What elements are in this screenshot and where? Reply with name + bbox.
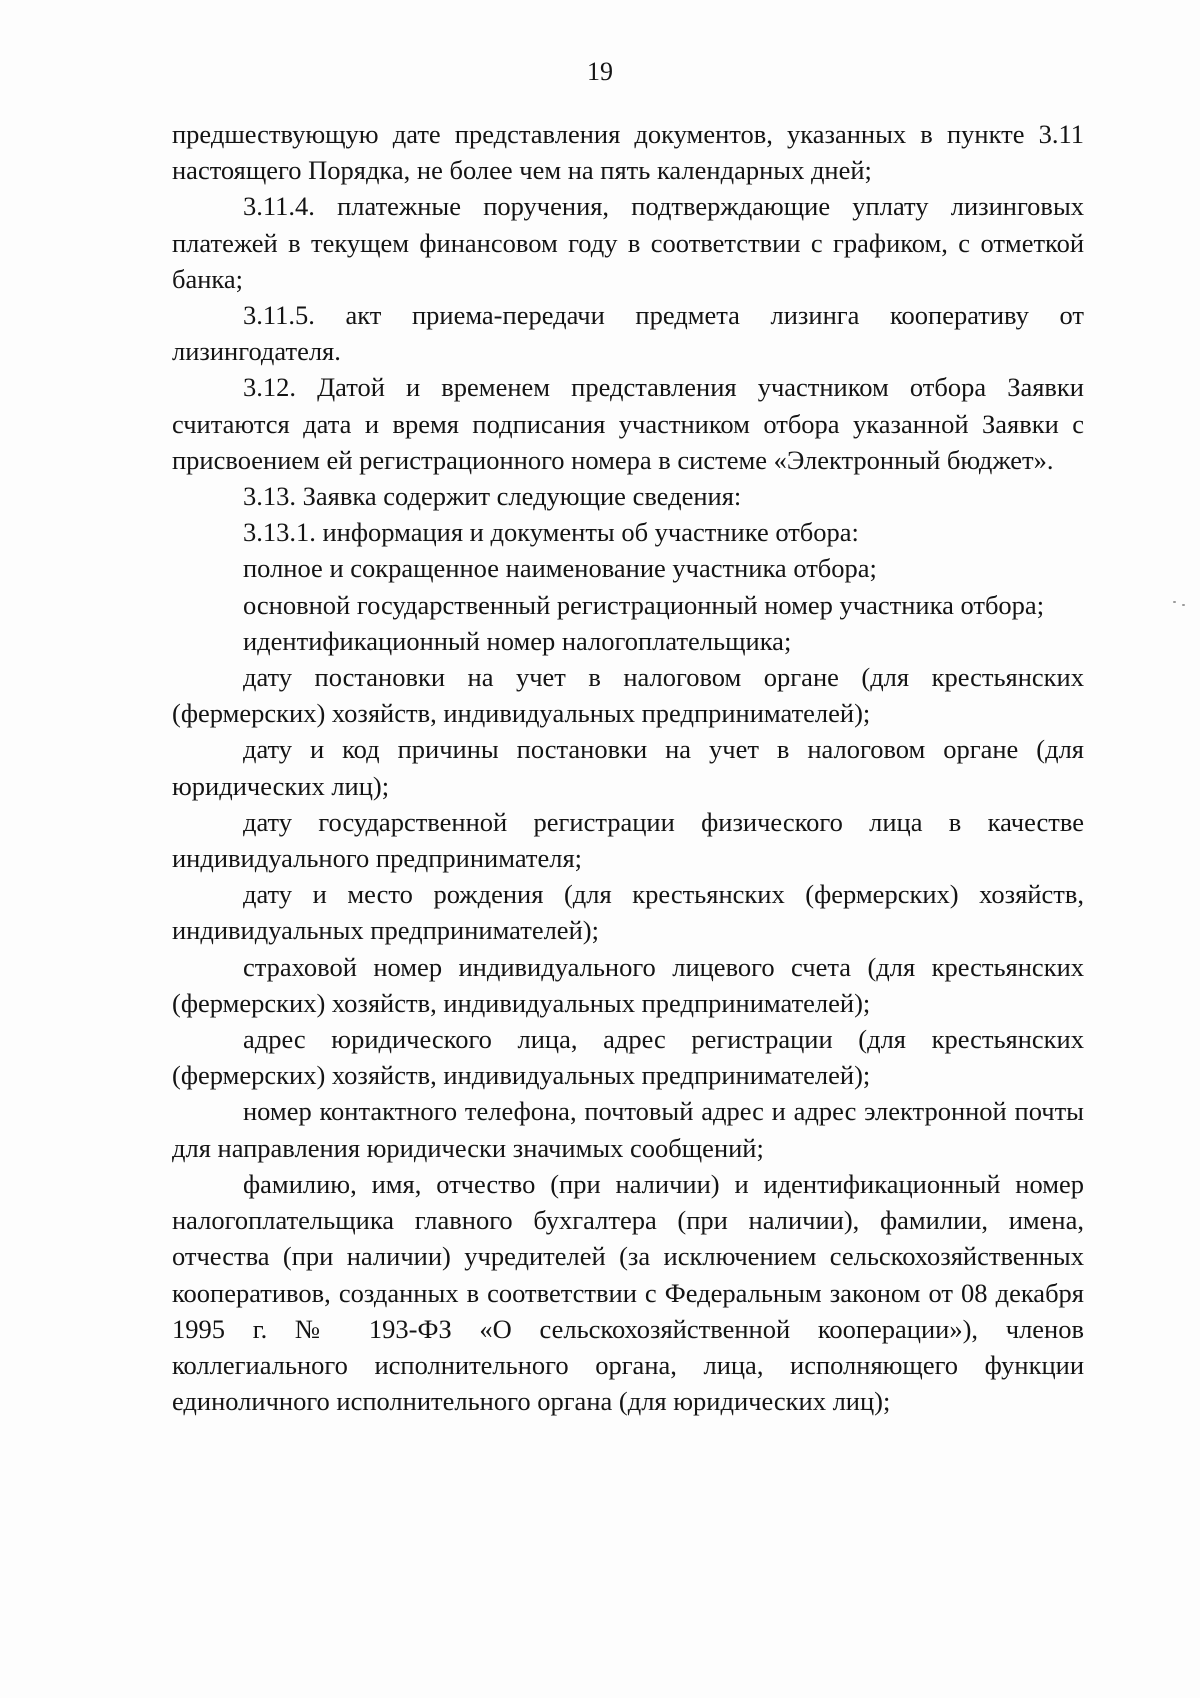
item-entrepreneur-registration-date: дату государственной регистрации физического лица в качестве индивидуального предпринимателя; — [172, 806, 1084, 874]
paragraph-continuation: предшествующую дате представления документов, указанных в пункте 3.11 настоящего Порядка, не более чем на пять календарных дней; — [172, 119, 1084, 186]
scan-speck — [1173, 601, 1176, 603]
item-persons: фамилию, имя, отчество (при наличии) и идентификационный номер налогоплательщика главного бухгалтера (при наличии), фамилии, имена, отчества (при наличии) учредителей (за исключением сельскохозяйственных кооперативов, созданных в соответствии с Федеральным законом от 08 декабря 1995 г. № 193-ФЗ «О сельскохозяйственной кооперации»), членов коллегиального исполнительного органа, лица, исполняющего функции единоличного исполнительного органа (для юридических лиц); — [172, 1168, 1084, 1417]
item-inn: идентификационный номер налогоплательщика; — [243, 625, 792, 656]
page-number: 19 — [587, 57, 613, 86]
item-address: адрес юридического лица, адрес регистрации (для крестьянских (фермерских) хозяйств, индивидуальных предпринимателей); — [172, 1024, 1084, 1091]
item-contacts: номер контактного телефона, почтовый адрес и адрес электронной почты для направления юридически значимых сообщений; — [172, 1096, 1084, 1163]
paragraph-3-11-5: 3.11.5. акт приема-передачи предмета лизинга кооперативу от лизингодателя. — [172, 300, 1084, 367]
item-tax-registration-date: дату постановки на учет в налоговом органе (для крестьянских (фермерских) хозяйств, индивидуальных предпринимателей); — [172, 662, 1084, 729]
paragraph-3-13-1: 3.13.1. информация и документы об участнике отбора: — [243, 517, 859, 548]
scan-speck — [1182, 604, 1185, 606]
item-ogrn: основной государственный регистрационный номер участника отбора; — [243, 589, 1045, 620]
paragraph-3-11-4: 3.11.4. платежные поручения, подтверждающие уплату лизинговых платежей в текущем финансовом году в соответствии с графиком, с отметкой банка; — [172, 191, 1084, 294]
item-full-name: полное и сокращенное наименование участника отбора; — [243, 553, 877, 584]
item-birth-date-place: дату и место рождения (для крестьянских (фермерских) хозяйств, индивидуальных предпринимателей); — [172, 879, 1084, 946]
paragraph-3-13: 3.13. Заявка содержит следующие сведения: — [243, 481, 742, 512]
paragraph-3-12: 3.12. Датой и временем представления участником отбора Заявки считаются дата и время подписания участником отбора указанной Заявки с присвоением ей регистрационного номера в системе «Электронный бюджет». — [172, 372, 1084, 475]
item-kpp: дату и код причины постановки на учет в налоговом органе (для юридических лиц); — [172, 734, 1084, 801]
item-snils: страховой номер индивидуального лицевого счета (для крестьянских (фермерских) хозяйств, индивидуальных предпринимателей); — [172, 951, 1084, 1018]
document-body — [172, 116, 1084, 1419]
